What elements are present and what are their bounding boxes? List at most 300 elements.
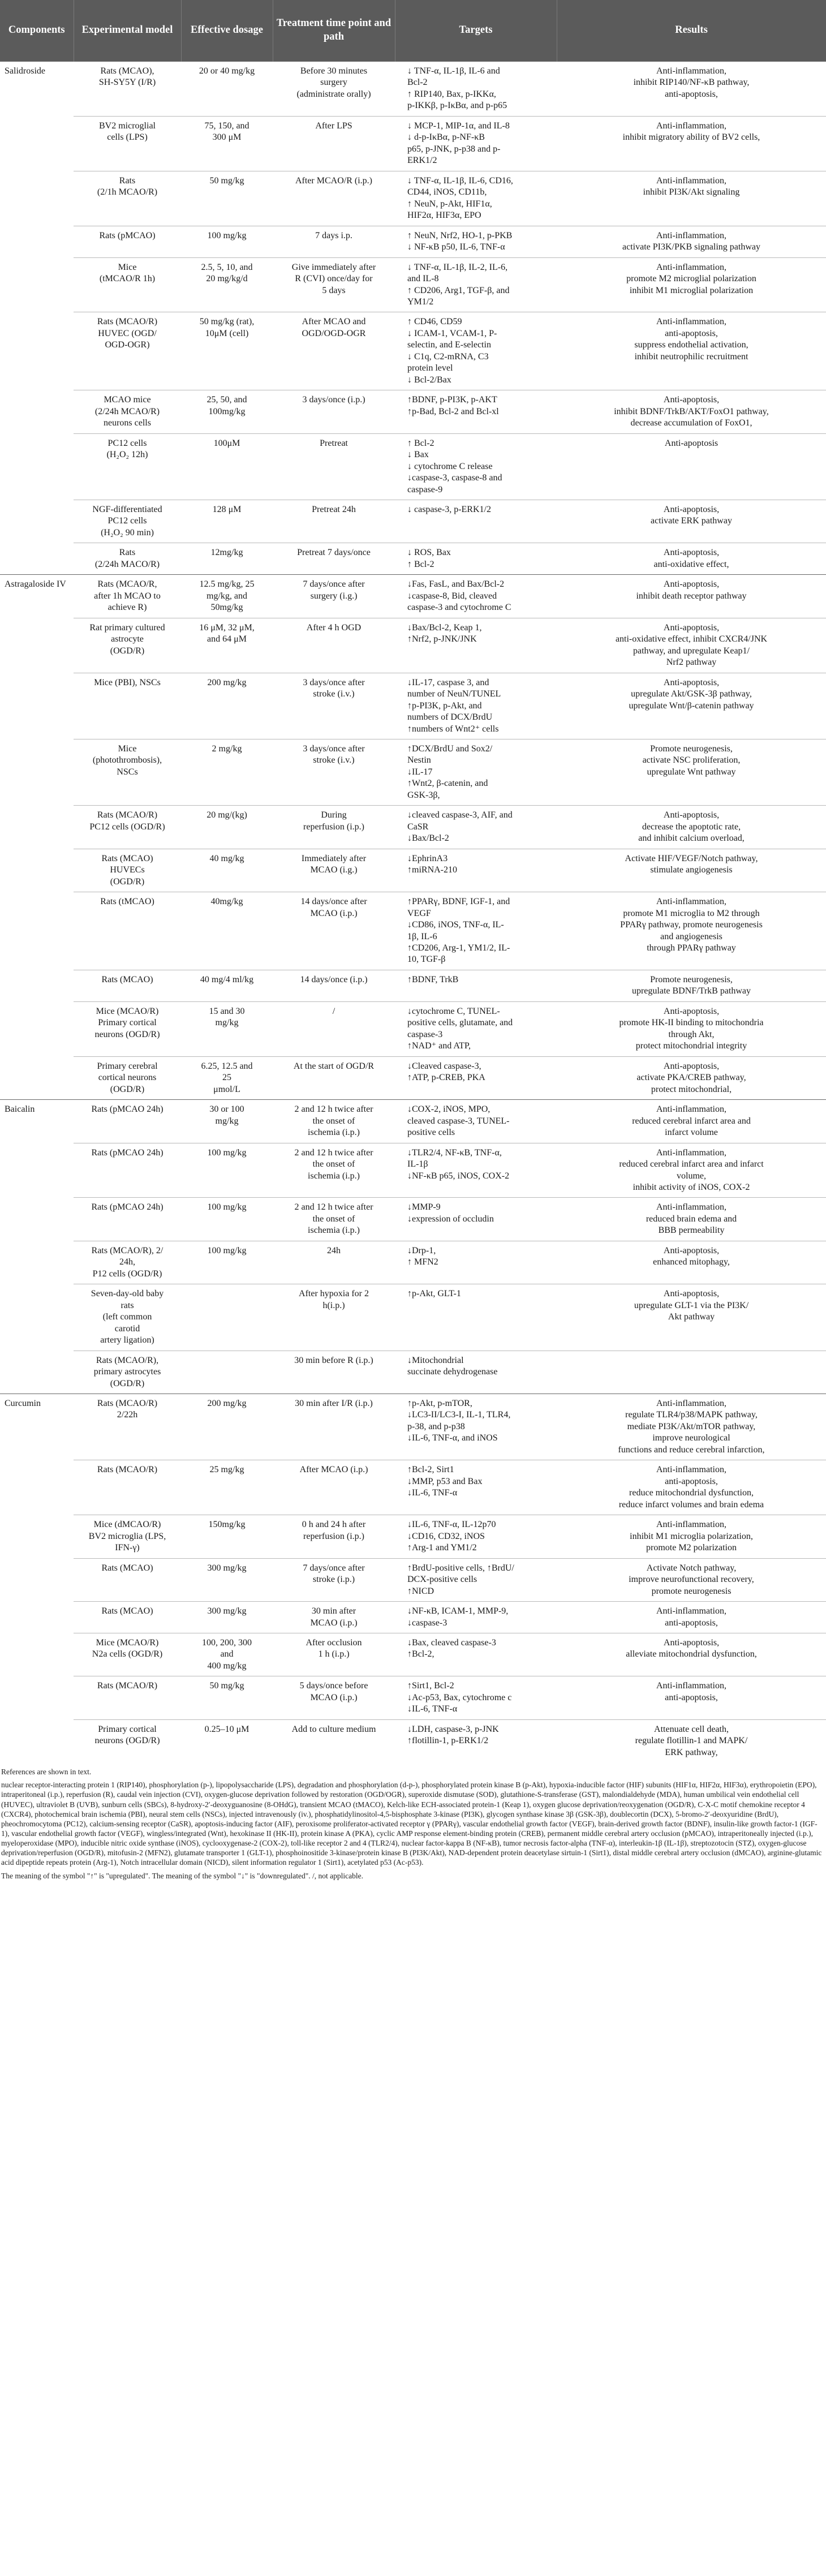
cell-results-text: Anti-apoptosis, alleviate mitochondrial dysfunction, xyxy=(626,1637,757,1659)
cell-effective-dosage xyxy=(181,1460,273,1515)
table-row xyxy=(0,739,826,805)
table-row xyxy=(0,618,826,673)
cell-effective-dosage-text: 20 mg/(kg) xyxy=(206,810,247,820)
cell-treatment-time xyxy=(273,1460,395,1515)
cell-effective-dosage xyxy=(181,257,273,312)
cell-experimental-model xyxy=(74,1198,181,1241)
cell-treatment-time-text: After MCAO (i.p.) xyxy=(299,1465,368,1475)
cell-effective-dosage xyxy=(181,1558,273,1601)
cell-effective-dosage-text: 50 mg/kg (rat), 10μM (cell) xyxy=(199,317,255,338)
cell-targets xyxy=(395,1143,557,1198)
cell-targets xyxy=(395,500,557,543)
table-row xyxy=(0,1394,826,1460)
table-row xyxy=(0,1001,826,1056)
cell-treatment-time-text: After 4 h OGD xyxy=(306,622,362,633)
cell-experimental-model-text: Rats (2/1h MCAO/R) xyxy=(97,175,158,197)
cell-targets xyxy=(395,1001,557,1056)
cell-treatment-time-text: 3 days/once (i.p.) xyxy=(302,395,365,405)
cell-experimental-model xyxy=(74,500,181,543)
cell-treatment-time-text: 7 days i.p. xyxy=(315,230,352,240)
cell-targets xyxy=(395,1100,557,1143)
cell-results xyxy=(557,171,826,226)
cell-experimental-model-text: Rats (MCAO/R, after 1h MCAO to achieve R) xyxy=(94,579,161,613)
cell-treatment-time-text: 5 days/once before MCAO (i.p.) xyxy=(299,1681,368,1702)
table-row xyxy=(0,806,826,849)
table-row xyxy=(0,575,826,618)
cell-results xyxy=(557,618,826,673)
cell-results xyxy=(557,543,826,575)
cell-targets xyxy=(395,739,557,805)
cell-treatment-time-text: After occlusion 1 h (i.p.) xyxy=(306,1637,362,1659)
cell-results xyxy=(557,390,826,433)
cell-treatment-time-text: 2 and 12 h twice after the onset of ischemia (i.p.) xyxy=(294,1104,373,1138)
table-header-row xyxy=(0,0,826,62)
cell-experimental-model xyxy=(74,1056,181,1099)
cell-results xyxy=(557,1602,826,1633)
cell-targets-text: ↓Bax/Bcl-2, Keap 1, ↑Nrf2, p-JNK/JNK xyxy=(407,622,482,644)
cell-treatment-time-text: Immediately after MCAO (i.g.) xyxy=(301,853,367,875)
cell-treatment-time-text: Give immediately after R (CVI) once/day for 5 days xyxy=(291,262,376,295)
cell-experimental-model xyxy=(74,806,181,849)
cell-treatment-time-text: 3 days/once after stroke (i.v.) xyxy=(303,743,365,766)
cell-experimental-model-text: Rats (MCAO) xyxy=(101,1563,153,1573)
cell-results xyxy=(557,433,826,500)
cell-experimental-model xyxy=(74,575,181,618)
footnote-references: References are shown in text. xyxy=(1,1767,92,1777)
cell-effective-dosage xyxy=(181,543,273,575)
cell-experimental-model-text: Rat primary cultured astrocyte (OGD/R) xyxy=(89,622,165,656)
cell-results-text: Activate HIF/VEGF/Notch pathway, stimulate angiogenesis xyxy=(625,853,758,875)
cell-experimental-model xyxy=(74,543,181,575)
cell-results-text: Anti-apoptosis, inhibit death receptor pathway xyxy=(636,579,747,601)
cell-treatment-time xyxy=(273,390,395,433)
cell-experimental-model xyxy=(74,618,181,673)
cell-treatment-time xyxy=(273,1001,395,1056)
cell-experimental-model-text: Rats (MCAO/R) HUVEC (OGD/ OGD-OGR) xyxy=(97,317,158,350)
cell-targets xyxy=(395,1241,557,1284)
cell-targets-text: ↓cleaved caspase-3, AIF, and CaSR ↓Bax/Bcl-2 xyxy=(407,810,513,844)
cell-effective-dosage xyxy=(181,970,273,1001)
cell-treatment-time-text: 3 days/once after stroke (i.v.) xyxy=(303,677,365,699)
cell-experimental-model-text: MCAO mice (2/24h MCAO/R) neurons cells xyxy=(94,395,160,428)
cell-targets xyxy=(395,171,557,226)
cell-targets-text: ↑ NeuN, Nrf2, HO-1, p-PKB ↓ NF-κB p50, IL-6, TNF-α xyxy=(407,230,513,252)
cell-effective-dosage xyxy=(181,892,273,970)
cell-targets xyxy=(395,1602,557,1633)
cell-results xyxy=(557,1056,826,1099)
cell-results-text: Promote neurogenesis, activate NSC proliferation, upregulate Wnt pathway xyxy=(642,743,741,777)
table-row xyxy=(0,257,826,312)
table-row xyxy=(0,390,826,433)
cell-treatment-time xyxy=(273,1633,395,1676)
cell-treatment-time xyxy=(273,739,395,805)
cell-effective-dosage-text: 12.5 mg/kg, 25 mg/kg, and 50mg/kg xyxy=(199,579,255,613)
cell-experimental-model xyxy=(74,1460,181,1515)
cell-results xyxy=(557,312,826,390)
cell-effective-dosage-text: 2.5, 5, 10, and 20 mg/kg/d xyxy=(201,262,253,284)
cell-targets xyxy=(395,543,557,575)
table-row xyxy=(0,62,826,117)
cell-experimental-model xyxy=(74,849,181,892)
cell-experimental-model-text: NGF-differentiated PC12 cells (H₂O₂ 90 min) xyxy=(92,505,162,537)
cell-treatment-time-text: Before 30 minutes surgery (administrate orally) xyxy=(296,66,371,99)
cell-results xyxy=(557,1515,826,1558)
cell-treatment-time xyxy=(273,500,395,543)
cell-component: Astragaloside IV xyxy=(0,575,74,1100)
cell-results xyxy=(557,226,826,257)
cell-targets-text: ↑p-Akt, GLT-1 xyxy=(407,1289,461,1299)
header-targets: Targets xyxy=(395,0,557,62)
cell-targets-text: ↓Fas, FasL, and Bax/Bcl-2 ↓caspase-8, Bid, cleaved caspase-3 and cytochrome C xyxy=(407,579,511,613)
table-row xyxy=(0,1198,826,1241)
table-row xyxy=(0,1351,826,1394)
table-row xyxy=(0,1558,826,1601)
cell-results xyxy=(557,1001,826,1056)
table-row xyxy=(0,1676,826,1719)
cell-treatment-time xyxy=(273,970,395,1001)
cell-targets-text: ↑BrdU-positive cells, ↑BrdU/ DCX-positive cells ↑NICD xyxy=(407,1563,514,1596)
cell-targets-text: ↓NF-κB, ICAM-1, MMP-9, ↓caspase-3 xyxy=(407,1606,509,1628)
cell-results-text: Anti-apoptosis, inhibit BDNF/TrkB/AKT/FoxO1 pathway, decrease accumulation of FoxO1, xyxy=(614,395,769,428)
cell-experimental-model xyxy=(74,739,181,805)
cell-results xyxy=(557,1143,826,1198)
cell-results xyxy=(557,1351,826,1394)
cell-treatment-time xyxy=(273,312,395,390)
cell-targets xyxy=(395,575,557,618)
cell-results-text: Anti-apoptosis, upregulate Akt/GSK-3β pathway, upregulate Wnt/β-catenin pathway xyxy=(629,677,754,711)
cell-targets xyxy=(395,970,557,1001)
cell-results-text: Anti-inflammation, reduced cerebral infarct area and infarct volume xyxy=(632,1104,751,1138)
table-row xyxy=(0,1241,826,1284)
cell-effective-dosage-text: 300 mg/kg xyxy=(207,1606,247,1616)
cell-effective-dosage xyxy=(181,1633,273,1676)
cell-results-text: Anti-apoptosis xyxy=(664,438,719,448)
table-row xyxy=(0,1719,826,1762)
cell-effective-dosage xyxy=(181,849,273,892)
cell-experimental-model-text: Primary cerebral cortical neurons (OGD/R) xyxy=(97,1061,158,1094)
cell-effective-dosage xyxy=(181,1001,273,1056)
cell-effective-dosage xyxy=(181,500,273,543)
table-row xyxy=(0,1602,826,1633)
cell-targets xyxy=(395,673,557,739)
cell-results-text: Anti-inflammation, anti-apoptosis, xyxy=(656,1681,726,1702)
cell-targets-text: ↓ TNF-α, IL-1β, IL-6 and Bcl-2 ↑ RIP140, Bax, p-IKKα, p-IKKβ, p-IκBα, and p-p65 xyxy=(407,66,507,111)
cell-experimental-model xyxy=(74,1351,181,1394)
cell-component: Salidroside xyxy=(0,62,74,575)
cell-effective-dosage-text: 15 and 30 mg/kg xyxy=(209,1006,245,1028)
cell-results xyxy=(557,1394,826,1460)
cell-treatment-time xyxy=(273,673,395,739)
cell-targets xyxy=(395,433,557,500)
cell-targets xyxy=(395,226,557,257)
cell-results-text: Anti-apoptosis, anti-oxidative effect, inhibit CXCR4/JNK pathway, and upregulate Keap1/ Nrf2 pathway xyxy=(615,622,768,668)
cell-effective-dosage xyxy=(181,1351,273,1394)
cell-experimental-model xyxy=(74,1241,181,1284)
cell-experimental-model xyxy=(74,1100,181,1143)
cell-results-text: Anti-inflammation, activate PI3K/PKB signaling pathway xyxy=(622,230,760,252)
cell-results-text: Activate Notch pathway, improve neurofunctional recovery, promote neurogenesis xyxy=(629,1563,754,1596)
cell-experimental-model xyxy=(74,1676,181,1719)
cell-targets xyxy=(395,849,557,892)
cell-experimental-model-text: PC12 cells (H₂O₂ 12h) xyxy=(106,438,148,460)
cell-experimental-model-text: Rats (pMCAO) xyxy=(99,230,156,240)
cell-experimental-model-text: Rats (MCAO/R) 2/22h xyxy=(97,1399,158,1420)
cell-effective-dosage xyxy=(181,171,273,226)
table-row xyxy=(0,116,826,171)
cell-effective-dosage xyxy=(181,62,273,117)
cell-experimental-model xyxy=(74,116,181,171)
cell-experimental-model xyxy=(74,1284,181,1351)
cell-targets-text: ↓cytochrome C, TUNEL- positive cells, glutamate, and caspase-3 ↑NAD⁺ and ATP, xyxy=(407,1006,513,1051)
cell-effective-dosage xyxy=(181,1676,273,1719)
cell-treatment-time-text: 7 days/once after surgery (i.g.) xyxy=(303,579,365,601)
cell-treatment-time-text: 0 h and 24 h after reperfusion (i.p.) xyxy=(302,1520,366,1541)
cell-treatment-time xyxy=(273,171,395,226)
cell-experimental-model-text: Mice (MCAO/R) N2a cells (OGD/R) xyxy=(92,1637,163,1659)
cell-results-text: Anti-inflammation, promote M1 microglia to M2 through PPARγ pathway, promote neurogenesis and angiogenesis through PPARγ pathway xyxy=(620,897,763,953)
cell-targets xyxy=(395,1719,557,1762)
cell-targets xyxy=(395,1676,557,1719)
cell-component: Baicalin xyxy=(0,1100,74,1394)
cell-effective-dosage-text: 40 mg/kg xyxy=(209,853,244,863)
table-row xyxy=(0,171,826,226)
cell-results xyxy=(557,673,826,739)
cell-effective-dosage xyxy=(181,1515,273,1558)
cell-effective-dosage xyxy=(181,312,273,390)
cell-experimental-model xyxy=(74,433,181,500)
cell-effective-dosage xyxy=(181,1719,273,1762)
cell-effective-dosage xyxy=(181,116,273,171)
cell-effective-dosage-text: 6.25, 12.5 and 25 μmol/L xyxy=(201,1061,253,1094)
cell-targets-text: ↓Bax, cleaved caspase-3 ↑Bcl-2, xyxy=(407,1637,496,1659)
cell-experimental-model xyxy=(74,1602,181,1633)
cell-results-text: Anti-apoptosis, activate PKA/CREB pathway, protect mitochondrial, xyxy=(636,1061,746,1094)
cell-targets xyxy=(395,892,557,970)
cell-targets xyxy=(395,312,557,390)
cell-treatment-time-text: 30 min after I/R (i.p.) xyxy=(295,1399,373,1408)
footnote-abbreviations: nuclear receptor-interacting protein 1 (RIP140), phosphorylation (p-), lipopolysaccharide (LPS), degradation and phosphorylation (d-p-), phosphorylated protein kinase B (p-Akt), hypoxia-inducible factor (HIF) subunits (HIF1α, HIF2α, HIF3α), erythropoietin (EPO), intraperitoneal (i.p.), reperfusion (R), caudal vein injection (CVI), oxygen-glucose deprivation followed by restoration (OGD/OGR), superoxide dismutase (SOD), glutathione-S-transferase (GST), malondialdehyde (MDA), human umbilical vein endothelial cell (HUVEC), ultraviolet B (UVB), sunburn cells (SBCs), 8-hydroxy-2′-deoxyguanosine (8-OHdG), transient MCAO (tMACO), Kelch-like ECH-associated protein-1 (Keap 1), oxygen glucose deprivation/reoxygenation (OGD/R), C-X-C motif chemokine receptor 4 (CXCR4), photochemical brain ischemia (PBI), neural stem cells (NSCs), injected intravenously (iv.), phosphatidylinositol-4,5-bisphosphate 3-kinase (PI3K), glycogen synthase kinase 3β (GSK-3β), doublecortin (DCX), 5-bromo-2′-deoxyuridine (BrdU), pheochromocytoma (PC12), calcium-sensing receptor (CaSR), apoptosis-inducing factor (AIF), peroxisome proliferator-activated receptor γ (PPARγ), vascular endothelial growth factor (VEGF), brain-derived growth factor (BDNF), insulin-like growth factor-1 (IGF-1), vascular endothelial growth factor (VEGF), wingless/integrated (Wnt), hexokinase II (HK-II), protein kinase A (PKA), cyclic AMP response element-binding protein (CREB), permanent middle cerebral artery occlusion (pMCAO), intraperitoneally injected (i.p.), myeloperoxidase (MPO), inducible nitric oxide synthase (iNOS), cyclooxygenase-2 (COX-2), toll-like receptor 2 and 4 (TLR2/4), nuclear factor-kappa B (NF-κB), tumor necrosis factor-alpha (TNF-α), interleukin-1β (IL-1β), streptozotocin (STZ), oxygen-glucose deprivation/reperfusion (OGD/R), mitofusin-2 (MFN2), glutamate transporter 1 (GLT-1), phosphoinositide 3-kinase/protein kinase B (PI3K/Akt), NAD-dependent protein deacetylase sirtuin-1 (Sirt1), distal middle cerebral artery occlusion (dMCAO), arginine-glutamic acid dipeptide repeats protein (Arg-1), Notch intracellular domain (NICD), silent information regulator 1 (Sirt1), acetylated p53 (Ac-p53). xyxy=(1,1781,822,1867)
cell-treatment-time xyxy=(273,892,395,970)
cell-results-text: Anti-apoptosis, activate ERK pathway xyxy=(651,505,732,526)
cell-targets-text: ↑ CD46, CD59 ↓ ICAM-1, VCAM-1, P- selectin, and E-selectin ↓ C1q, C2-mRNA, C3 protein level ↓ Bcl-2/Bax xyxy=(407,317,497,385)
cell-results xyxy=(557,970,826,1001)
cell-experimental-model xyxy=(74,1633,181,1676)
cell-experimental-model-text: Mice (PBI), NSCs xyxy=(94,677,161,687)
header-effective-dosage: Effective dosage xyxy=(181,0,273,62)
cell-results-text: Anti-apoptosis, upregulate GLT-1 via the PI3K/ Akt pathway xyxy=(634,1289,749,1322)
cell-targets-text: ↓LDH, caspase-3, p-JNK ↑flotillin-1, p-ERK1/2 xyxy=(407,1724,499,1746)
cell-treatment-time-text: 2 and 12 h twice after the onset of ischemia (i.p.) xyxy=(294,1147,373,1181)
cell-effective-dosage xyxy=(181,1241,273,1284)
cell-results xyxy=(557,500,826,543)
cell-experimental-model-text: Seven-day-old baby rats (left common carotid artery ligation) xyxy=(91,1289,164,1345)
cell-targets-text: ↑BDNF, TrkB xyxy=(407,974,459,984)
cell-results-text: Anti-apoptosis, enhanced mitophagy, xyxy=(653,1245,730,1267)
cell-treatment-time-text: 7 days/once after stroke (i.p.) xyxy=(303,1563,365,1585)
cell-effective-dosage-text: 100μM xyxy=(213,438,240,448)
cell-targets xyxy=(395,1284,557,1351)
cell-experimental-model-text: Rats (MCAO) HUVECs (OGD/R) xyxy=(101,853,153,887)
cell-effective-dosage-text: 2 mg/kg xyxy=(212,743,242,754)
cell-targets-text: ↓ MCP-1, MIP-1α, and IL-8 ↓ d-p-IκBα, p-NF-κB p65, p-JNK, p-p38 and p- ERK1/2 xyxy=(407,121,510,166)
cell-effective-dosage-text: 50 mg/kg xyxy=(209,1681,244,1691)
cell-targets xyxy=(395,390,557,433)
cell-treatment-time-text: After MCAO/R (i.p.) xyxy=(295,175,372,186)
cell-effective-dosage-text: 200 mg/kg xyxy=(207,1399,247,1408)
cell-effective-dosage-text: 25, 50, and 100mg/kg xyxy=(206,395,247,416)
cell-targets-text: ↑p-Akt, p-mTOR, ↓LC3-II/LC3-I, IL-1, TLR4, p-38, and p-p38 ↓IL-6, TNF-α, and iNOS xyxy=(407,1399,511,1443)
cell-results xyxy=(557,739,826,805)
cell-treatment-time xyxy=(273,1351,395,1394)
cell-effective-dosage-text: 100, 200, 300 and 400 mg/kg xyxy=(202,1637,252,1671)
cell-results xyxy=(557,1676,826,1719)
cell-targets xyxy=(395,116,557,171)
cell-results xyxy=(557,1100,826,1143)
cell-effective-dosage xyxy=(181,575,273,618)
cell-effective-dosage xyxy=(181,1198,273,1241)
cell-targets-text: ↓Drp-1, ↑ MFN2 xyxy=(407,1245,438,1267)
cell-effective-dosage-text: 12mg/kg xyxy=(210,548,243,558)
cell-effective-dosage xyxy=(181,1143,273,1198)
cell-treatment-time xyxy=(273,618,395,673)
cell-effective-dosage-text: 200 mg/kg xyxy=(207,677,247,687)
cell-experimental-model-text: Rats (pMCAO 24h) xyxy=(91,1104,164,1115)
cell-treatment-time xyxy=(273,849,395,892)
cell-experimental-model xyxy=(74,673,181,739)
table-row xyxy=(0,500,826,543)
cell-results-text: Anti-inflammation, inhibit migratory ability of BV2 cells, xyxy=(622,121,760,143)
cell-targets-text: ↓ TNF-α, IL-1β, IL-2, IL-6, and IL-8 ↑ CD206, Arg1, TGF-β, and YM1/2 xyxy=(407,262,510,307)
cell-results-text: Anti-inflammation, anti-apoptosis, suppress endothelial activation, inhibit neutrophilic recruitment xyxy=(634,317,748,362)
header-treatment-time: Treatment time point and path xyxy=(273,0,395,62)
cell-experimental-model-text: Rats (2/24h MACO/R) xyxy=(94,548,160,569)
cell-results-text: Anti-inflammation, anti-apoptosis, reduce mitochondrial dysfunction, reduce infarct volumes and brain edema xyxy=(618,1465,764,1510)
cell-targets xyxy=(395,62,557,117)
cell-effective-dosage xyxy=(181,673,273,739)
table-row xyxy=(0,312,826,390)
cell-treatment-time xyxy=(273,1394,395,1460)
cell-results-text: Anti-inflammation, reduced brain edema and BBB permeability xyxy=(646,1202,737,1236)
cell-targets-text: ↓COX-2, iNOS, MPO, cleaved caspase-3, TUNEL- positive cells xyxy=(407,1104,510,1138)
cell-effective-dosage xyxy=(181,1602,273,1633)
cell-targets xyxy=(395,1515,557,1558)
cell-effective-dosage-text: 128 μM xyxy=(212,505,242,514)
cell-results xyxy=(557,806,826,849)
cell-experimental-model-text: Rats (tMCAO) xyxy=(100,897,154,907)
cell-targets-text: ↓Cleaved caspase-3, ↑ATP, p-CREB, PKA xyxy=(407,1061,485,1083)
table-row xyxy=(0,1460,826,1515)
cell-treatment-time xyxy=(273,116,395,171)
cell-treatment-time xyxy=(273,806,395,849)
cell-treatment-time xyxy=(273,1100,395,1143)
cell-treatment-time xyxy=(273,1143,395,1198)
table-row xyxy=(0,226,826,257)
cell-effective-dosage xyxy=(181,433,273,500)
cell-results-text: Anti-inflammation, inhibit PI3K/Akt signaling xyxy=(643,175,740,197)
cell-experimental-model-text: Rats (MCAO/R), primary astrocytes (OGD/R) xyxy=(93,1355,161,1388)
cell-effective-dosage-text: 75, 150, and 300 μM xyxy=(204,121,249,143)
cell-targets-text: ↓MMP-9 ↓expression of occludin xyxy=(407,1202,494,1224)
cell-treatment-time-text: 14 days/once after MCAO (i.p.) xyxy=(300,897,367,918)
table-row xyxy=(0,970,826,1001)
cell-effective-dosage xyxy=(181,226,273,257)
cell-treatment-time-text: 30 min before R (i.p.) xyxy=(294,1355,373,1365)
cell-targets-text: ↑ Bcl-2 ↓ Bax ↓ cytochrome C release ↓caspase-3, caspase-8 and caspase-9 xyxy=(407,438,502,494)
cell-experimental-model xyxy=(74,257,181,312)
cell-treatment-time xyxy=(273,1056,395,1099)
cell-targets-text: ↓TLR2/4, NF-κB, TNF-α, IL-1β ↓NF-κB p65, iNOS, COX-2 xyxy=(407,1147,510,1181)
cell-results-text: Anti-inflammation, anti-apoptosis, xyxy=(656,1606,726,1628)
cell-treatment-time xyxy=(273,543,395,575)
cell-results-text: Anti-inflammation, reduced cerebral infarct area and infarct volume, inhibit activity of iNOS, COX-2 xyxy=(619,1147,764,1192)
cell-targets xyxy=(395,1056,557,1099)
table-row xyxy=(0,1515,826,1558)
cell-experimental-model-text: Rats (MCAO), SH-SY5Y (I/R) xyxy=(98,66,156,88)
cell-targets-text: ↓ ROS, Bax ↑ Bcl-2 xyxy=(407,548,451,569)
header-components: Components xyxy=(0,0,74,62)
footnote-symbols: The meaning of the symbol "↑" is "upregulated". The meaning of the symbol "↓" is "downregulated". /, not applicable. xyxy=(1,1871,363,1880)
cell-targets-text: ↓IL-6, TNF-α, IL-12p70 ↓CD16, CD32, iNOS ↑Arg-1 and YM1/2 xyxy=(407,1520,496,1553)
cell-treatment-time-text: After MCAO and OGD/OGD-OGR xyxy=(302,317,366,338)
cell-experimental-model-text: Rats (MCAO/R) xyxy=(97,1465,158,1475)
cell-effective-dosage xyxy=(181,806,273,849)
cell-treatment-time-text: 30 min after MCAO (i.p.) xyxy=(310,1606,358,1628)
cell-treatment-time xyxy=(273,433,395,500)
cell-effective-dosage xyxy=(181,739,273,805)
cell-results-text: Attenuate cell death, regulate flotillin-1 and MAPK/ ERK pathway, xyxy=(635,1724,748,1757)
cell-experimental-model xyxy=(74,312,181,390)
cell-experimental-model xyxy=(74,390,181,433)
cell-targets-text: ↓ caspase-3, p-ERK1/2 xyxy=(407,505,491,514)
table-row xyxy=(0,892,826,970)
cell-treatment-time xyxy=(273,226,395,257)
cell-treatment-time xyxy=(273,1198,395,1241)
cell-targets xyxy=(395,1633,557,1676)
table-row xyxy=(0,673,826,739)
cell-results xyxy=(557,116,826,171)
cell-treatment-time-text: Pretreat 7 days/once xyxy=(297,548,371,558)
cell-treatment-time-text: 14 days/once (i.p.) xyxy=(300,974,368,984)
table-row xyxy=(0,1284,826,1351)
cell-results-text: Promote neurogenesis, upregulate BDNF/TrkB pathway xyxy=(631,974,751,996)
cell-treatment-time-text: / xyxy=(332,1006,335,1016)
cell-treatment-time xyxy=(273,1241,395,1284)
cell-treatment-time-text: After hypoxia for 2 h(i.p.) xyxy=(299,1289,369,1310)
cell-targets xyxy=(395,806,557,849)
cell-treatment-time-text: After LPS xyxy=(315,121,352,131)
cell-experimental-model-text: Rats (pMCAO 24h) xyxy=(91,1147,164,1158)
cell-experimental-model xyxy=(74,1558,181,1601)
cell-component: Curcumin xyxy=(0,1394,74,1763)
table-row xyxy=(0,1143,826,1198)
cell-experimental-model-text: BV2 microglial cells (LPS) xyxy=(99,121,156,143)
table-row xyxy=(0,849,826,892)
cell-experimental-model xyxy=(74,62,181,117)
cell-experimental-model-text: Rats (MCAO/R), 2/ 24h, P12 cells (OGD/R) xyxy=(91,1245,164,1279)
cell-treatment-time-text: 2 and 12 h twice after the onset of ischemia (i.p.) xyxy=(294,1202,373,1236)
cell-effective-dosage xyxy=(181,1100,273,1143)
cell-targets-text: ↑DCX/BrdU and Sox2/ Nestin ↓IL-17 ↑Wnt2, β-catenin, and GSK-3β, xyxy=(407,743,493,800)
cell-experimental-model-text: Primary cortical neurons (OGD/R) xyxy=(94,1724,160,1746)
cell-experimental-model xyxy=(74,1001,181,1056)
cell-results xyxy=(557,1633,826,1676)
header-experimental-model: Experimental model xyxy=(74,0,181,62)
cell-experimental-model xyxy=(74,970,181,1001)
cell-experimental-model-text: Rats (MCAO/R) xyxy=(97,1681,158,1691)
cell-effective-dosage-text: 0.25–10 μM xyxy=(204,1724,249,1734)
table-body xyxy=(0,62,826,1763)
cell-effective-dosage-text: 20 or 40 mg/kg xyxy=(199,66,255,76)
